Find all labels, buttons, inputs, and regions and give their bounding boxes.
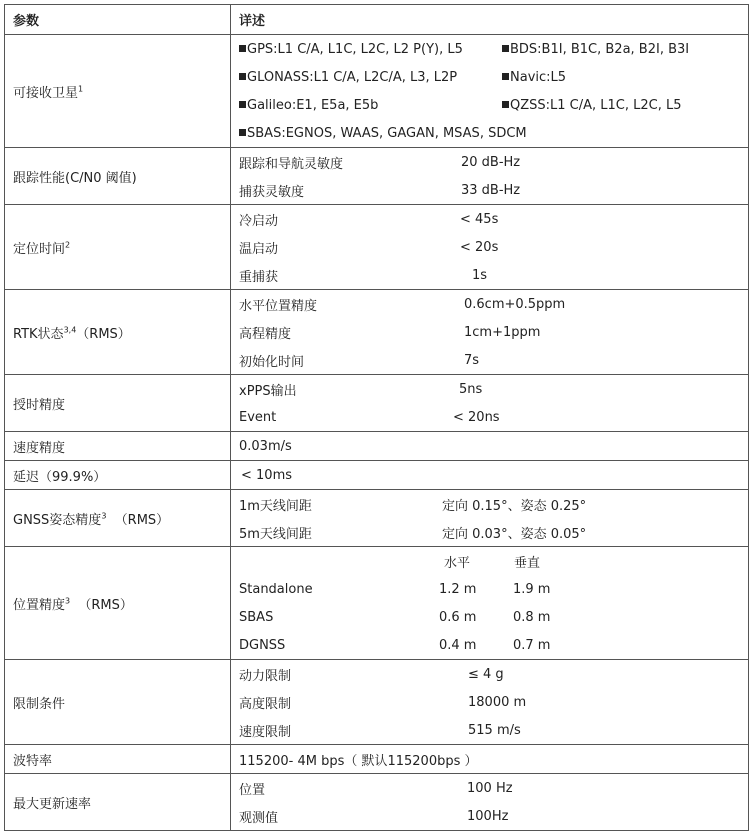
cell-text: 0.4 m [439,637,477,653]
header-detail: 详述 [231,5,749,35]
kv-line [231,261,748,289]
kv-line [231,518,748,546]
cell-text: SBAS [239,609,274,625]
sat-line [231,63,748,91]
row-tracking [5,148,749,205]
cell-text: 初始化时间 [239,354,305,370]
label-tracking: 跟踪性能(C/N0 阈值) [5,148,231,205]
kv-line [231,176,748,204]
cell-text: GLONASS:L1 C/A, L2C/A, L3, L2P [247,69,458,85]
label-ttff [5,205,231,290]
cell-text: xPPS输出 [239,383,297,399]
cell-text: < 20ns [453,409,500,425]
footnote-marker: 3,4 [63,325,77,335]
cell-text: 0.6cm+0.5ppm [464,296,566,312]
kv-line [231,346,748,374]
cell-text: 20 dB-Hz [461,154,521,170]
cell-text: 5m天线间距 [239,526,312,542]
label-latency: 延迟（99.9%） [5,461,231,490]
spec-table [4,4,749,831]
cell-text: Galileo:E1, E5a, E5b [247,97,379,113]
kv-line [231,490,748,518]
cell-text: 100 Hz [467,780,513,796]
cell-text: 1.2 m [439,581,477,597]
cell-text: BDS:B1I, B1C, B2a, B2I, B3I [510,41,690,57]
detail-rtk [231,290,749,375]
cell-text: 0.8 m [513,609,551,625]
row-rate [5,774,749,831]
label-baud: 波特率 [5,745,231,774]
cell-text: 位置精度 [13,597,66,613]
kv-line [231,290,748,318]
detail-velocity [231,432,749,461]
cell-text: 冷启动 [239,213,279,229]
detail-attitude [231,490,749,547]
kv-line [231,688,748,716]
label-receive [5,35,231,148]
kv-line [231,631,748,659]
cell-text: GPS:L1 C/A, L1C, L2C, L2 P(Y), L5 [247,41,463,57]
kv-line [231,774,748,802]
kv-line [231,205,748,233]
cell-text: （RMS） [78,597,133,613]
cell-text: 可接收卫星 [13,85,79,101]
label-rate: 最大更新速率 [5,774,231,831]
label-timing: 授时精度 [5,375,231,432]
sat-line [231,119,748,147]
kv-line [231,716,748,744]
cell-text: 0.6 m [439,609,477,625]
row-timing [5,375,749,432]
cell-text [239,98,378,113]
cell-text: 33 dB-Hz [461,182,521,198]
cell-text: 捕获灵敏度 [239,184,305,200]
bullet-square-icon [239,101,246,108]
cell-text: 7s [464,352,480,368]
kv-line [231,660,748,688]
cell-text [502,98,682,113]
bullet-square-icon [502,101,509,108]
cell-text: 动力限制 [239,668,292,684]
header-param: 参数 [5,5,231,35]
cell-text: 1cm+1ppm [464,324,541,340]
cell-text: 定向 0.15°、姿态 0.25° [442,498,587,514]
detail-timing [231,375,749,432]
kv-line [231,148,748,176]
cell-text: 水平位置精度 [239,298,318,314]
detail-position [231,547,749,660]
cell-text [239,126,527,141]
cell-text: 重捕获 [239,269,279,285]
kv-line [231,603,748,631]
row-limits [5,660,749,745]
row-attitude [5,490,749,547]
baud-value: 115200- 4M bps（ 默认115200bps ） [239,753,478,769]
cell-text [502,42,689,57]
sat-line [231,91,748,119]
row-rtk [5,290,749,375]
kv-line [231,375,748,403]
sat-line [231,35,748,63]
row-velocity [5,432,749,461]
detail-tracking [231,148,749,205]
latency-value: < 10ms [241,467,293,483]
bullet-square-icon [239,73,246,80]
kv-line [231,318,748,346]
cell-text: SBAS:EGNOS, WAAS, GAGAN, MSAS, SDCM [247,125,527,141]
cell-text: 高程精度 [239,326,292,342]
detail-latency [231,461,749,490]
cell-text: Navic:L5 [510,69,567,85]
detail-limits [231,660,749,745]
label-rtk [5,290,231,375]
cell-text: Event [239,409,277,425]
cell-text: 位置 [239,782,266,798]
footnote-marker: 3 [101,511,107,521]
bullet-square-icon [239,45,246,52]
cell-text [239,70,457,85]
cell-text: 1m天线间距 [239,498,312,514]
bullet-square-icon [239,129,246,136]
cell-text: QZSS:L1 C/A, L1C, L2C, L5 [510,97,682,113]
cell-text: < 45s [460,211,499,227]
header-row [5,5,749,35]
cell-text: （RMS） [76,326,131,342]
cell-text [239,42,463,57]
footnote-marker: 2 [65,240,71,250]
footnote-marker: 1 [78,84,84,94]
cell-text: 0.7 m [513,637,551,653]
cell-text: 1.9 m [513,581,551,597]
velocity-value: 0.03m/s [239,438,292,454]
cell-text: 定位时间 [13,241,66,257]
kv-line [231,802,748,830]
cell-text: 100Hz [467,808,509,824]
label-attitude [5,490,231,547]
cell-text: 18000 m [468,694,527,710]
cell-text: 1s [472,267,488,283]
cell-text: DGNSS [239,637,286,653]
cell-text: 5ns [459,381,483,397]
cell-text: < 20s [460,239,499,255]
cell-text [502,70,566,85]
footnote-marker: 3 [65,596,71,606]
cell-text: 观测值 [239,810,279,826]
kv-line [231,575,748,603]
detail-ttff [231,205,749,290]
cell-text: RTK状态 [13,326,64,342]
kv-line [231,233,748,261]
cell-text: 垂直 [514,555,541,571]
label-limits: 限制条件 [5,660,231,745]
cell-text: 水平 [444,555,471,571]
label-velocity: 速度精度 [5,432,231,461]
cell-text: Standalone [239,581,313,597]
bullet-square-icon [502,73,509,80]
cell-text: 温启动 [239,241,279,257]
cell-text: 速度限制 [239,724,292,740]
row-receive [5,35,749,148]
position-header [231,547,748,575]
cell-text: 515 m/s [468,722,521,738]
kv-line [231,403,748,431]
cell-text: 定向 0.03°、姿态 0.05° [442,526,587,542]
cell-text: 高度限制 [239,696,292,712]
row-position [5,547,749,660]
row-baud [5,745,749,774]
cell-text: 跟踪和导航灵敏度 [239,156,344,172]
detail-rate [231,774,749,831]
detail-baud [231,745,749,774]
row-latency [5,461,749,490]
row-ttff [5,205,749,290]
cell-text: ≤ 4 g [468,666,504,682]
bullet-square-icon [502,45,509,52]
label-position [5,547,231,660]
cell-text: （RMS） [114,512,170,528]
detail-receive [231,35,749,148]
cell-text: GNSS姿态精度 [13,512,102,528]
